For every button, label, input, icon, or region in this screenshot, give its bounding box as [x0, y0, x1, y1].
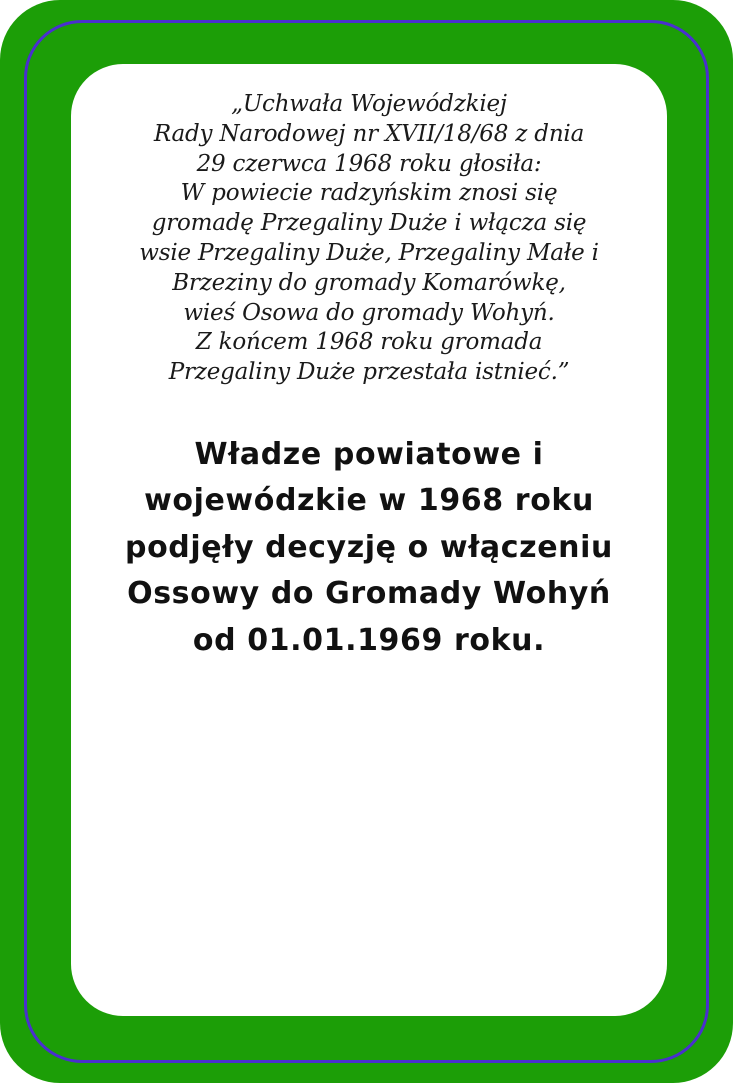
quote-line: Z końcem 1968 roku gromada — [195, 329, 543, 356]
statement-line: Ossowy do Gromady Wohyń — [127, 576, 611, 612]
quote-line: wsie Przegaliny Duże, Przegaliny Małe i — [139, 239, 599, 266]
quote-line: wieś Osowa do gromady Wohyń. — [183, 299, 555, 326]
resolution-quote — [81, 90, 657, 388]
quote-line: Przegaliny Duże przestała istnieć.” — [168, 359, 570, 386]
text-panel — [71, 64, 667, 1016]
quote-line: Rady Narodowej nr XVII/18/68 z dnia — [153, 120, 585, 147]
quote-line: 29 czerwca 1968 roku głosiła: — [196, 150, 542, 177]
quote-line: „Uchwała Wojewódzkiej — [231, 91, 507, 117]
main-statement — [81, 432, 657, 665]
statement-line: od 01.01.1969 roku. — [192, 622, 546, 658]
statement-line: wojewódzkie w 1968 roku — [144, 483, 594, 519]
quote-line: W powiecie radzyńskim znosi się — [180, 180, 558, 207]
statement-line: podjęły decyzję o włączeniu — [125, 529, 613, 565]
quote-line: Brzeziny do gromady Komarówkę, — [172, 269, 566, 296]
quote-line: gromadę Przegaliny Duże i włącza się — [151, 210, 587, 237]
statement-line: Władze powiatowe i — [194, 436, 544, 472]
